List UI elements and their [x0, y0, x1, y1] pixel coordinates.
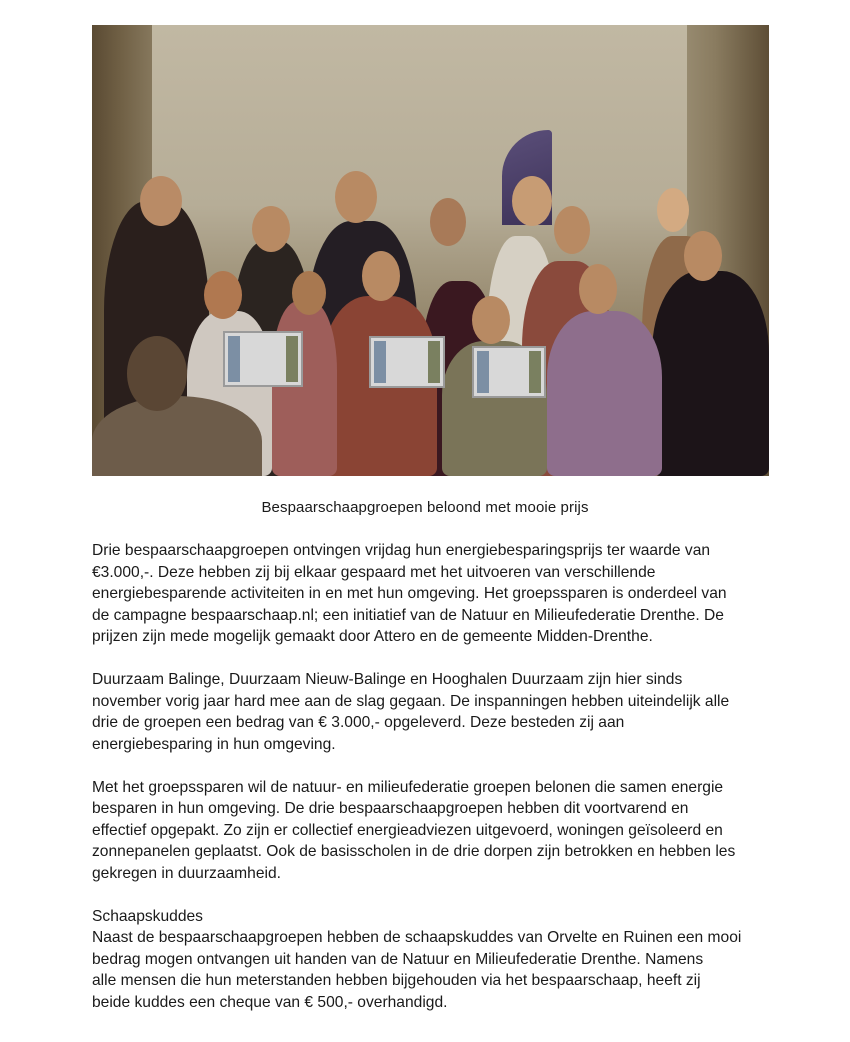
paragraph-schaapskuddes	[92, 906, 792, 1014]
text-line: de campagne bespaarschaap.nl; een initiatief van de Natuur en Milieufederatie Drenthe. De	[92, 606, 724, 624]
text-line: Naast de bespaarschaapgroepen hebben de schaapskuddes van Orvelte en Ruinen een mooi	[92, 929, 742, 946]
text-line: energiebesparende activiteiten in en met hun omgeving. Het groepssparen is onderdeel van	[92, 585, 727, 602]
text-line: energiebesparing in hun omgeving.	[92, 735, 336, 753]
paragraph-group-saving	[92, 777, 792, 885]
text-line: bedrag mogen ontvangen uit handen van de Natuur en Milieufederatie Drenthe. Namens	[92, 950, 704, 968]
text-line: Met het groepssparen wil de natuur- en milieufederatie groepen belonen die samen energie	[92, 778, 724, 796]
paragraph-groups	[92, 669, 792, 755]
text-line: €3.000,-. Deze hebben zij bij elkaar gespaard met het uitvoeren van verschillende	[92, 563, 656, 581]
text-line: prijzen zijn mede mogelijk gemaakt door Attero en de gemeente Midden-Drenthe.	[92, 628, 653, 645]
certificate-left	[223, 331, 303, 387]
text-line: effectief opgepakt. Zo zijn er collectief energieadviezen uitgevoerd, woningen geïsoleerd en	[92, 821, 723, 839]
certificate-center	[369, 336, 445, 388]
text-line: zonnepanelen geplaatst. Ook de basisscholen in de drie dorpen zijn betrokken en hebben les	[92, 843, 736, 860]
text-line: beide kuddes een cheque van € 500,- overhandigd.	[92, 993, 448, 1011]
text-line: besparen in hun omgeving. De drie bespaarschaapgroepen hebben dit voortvarend en	[92, 800, 689, 817]
text-line: november vorig jaar hard mee aan de slag gegaan. De inspanningen hebben uiteindelijk alle	[92, 692, 730, 710]
section-heading: Schaapskuddes	[92, 907, 203, 925]
article-body	[92, 540, 792, 1035]
text-line: Duurzaam Balinge, Duurzaam Nieuw-Balinge en Hooghalen Duurzaam zijn hier sinds	[92, 671, 683, 688]
text-line: gekregen in duurzaamheid.	[92, 864, 281, 882]
text-line: alle mensen die hun meterstanden hebben bijgehouden via het bespaarschaap, heeft zij	[92, 972, 701, 989]
text-line: Drie bespaarschaapgroepen ontvingen vrijdag hun energiebesparingsprijs ter waarde van	[92, 542, 711, 559]
photo-crowd	[92, 146, 769, 476]
paragraph-prize-intro	[92, 540, 792, 648]
certificate-right	[472, 346, 546, 398]
group-photo	[92, 25, 769, 476]
photo-caption: Bespaarschaapgroepen beloond met mooie prijs	[261, 499, 589, 516]
text-line: drie de groepen een bedrag van € 3.000,- opgeleverd. Deze besteden zij aan	[92, 714, 625, 731]
